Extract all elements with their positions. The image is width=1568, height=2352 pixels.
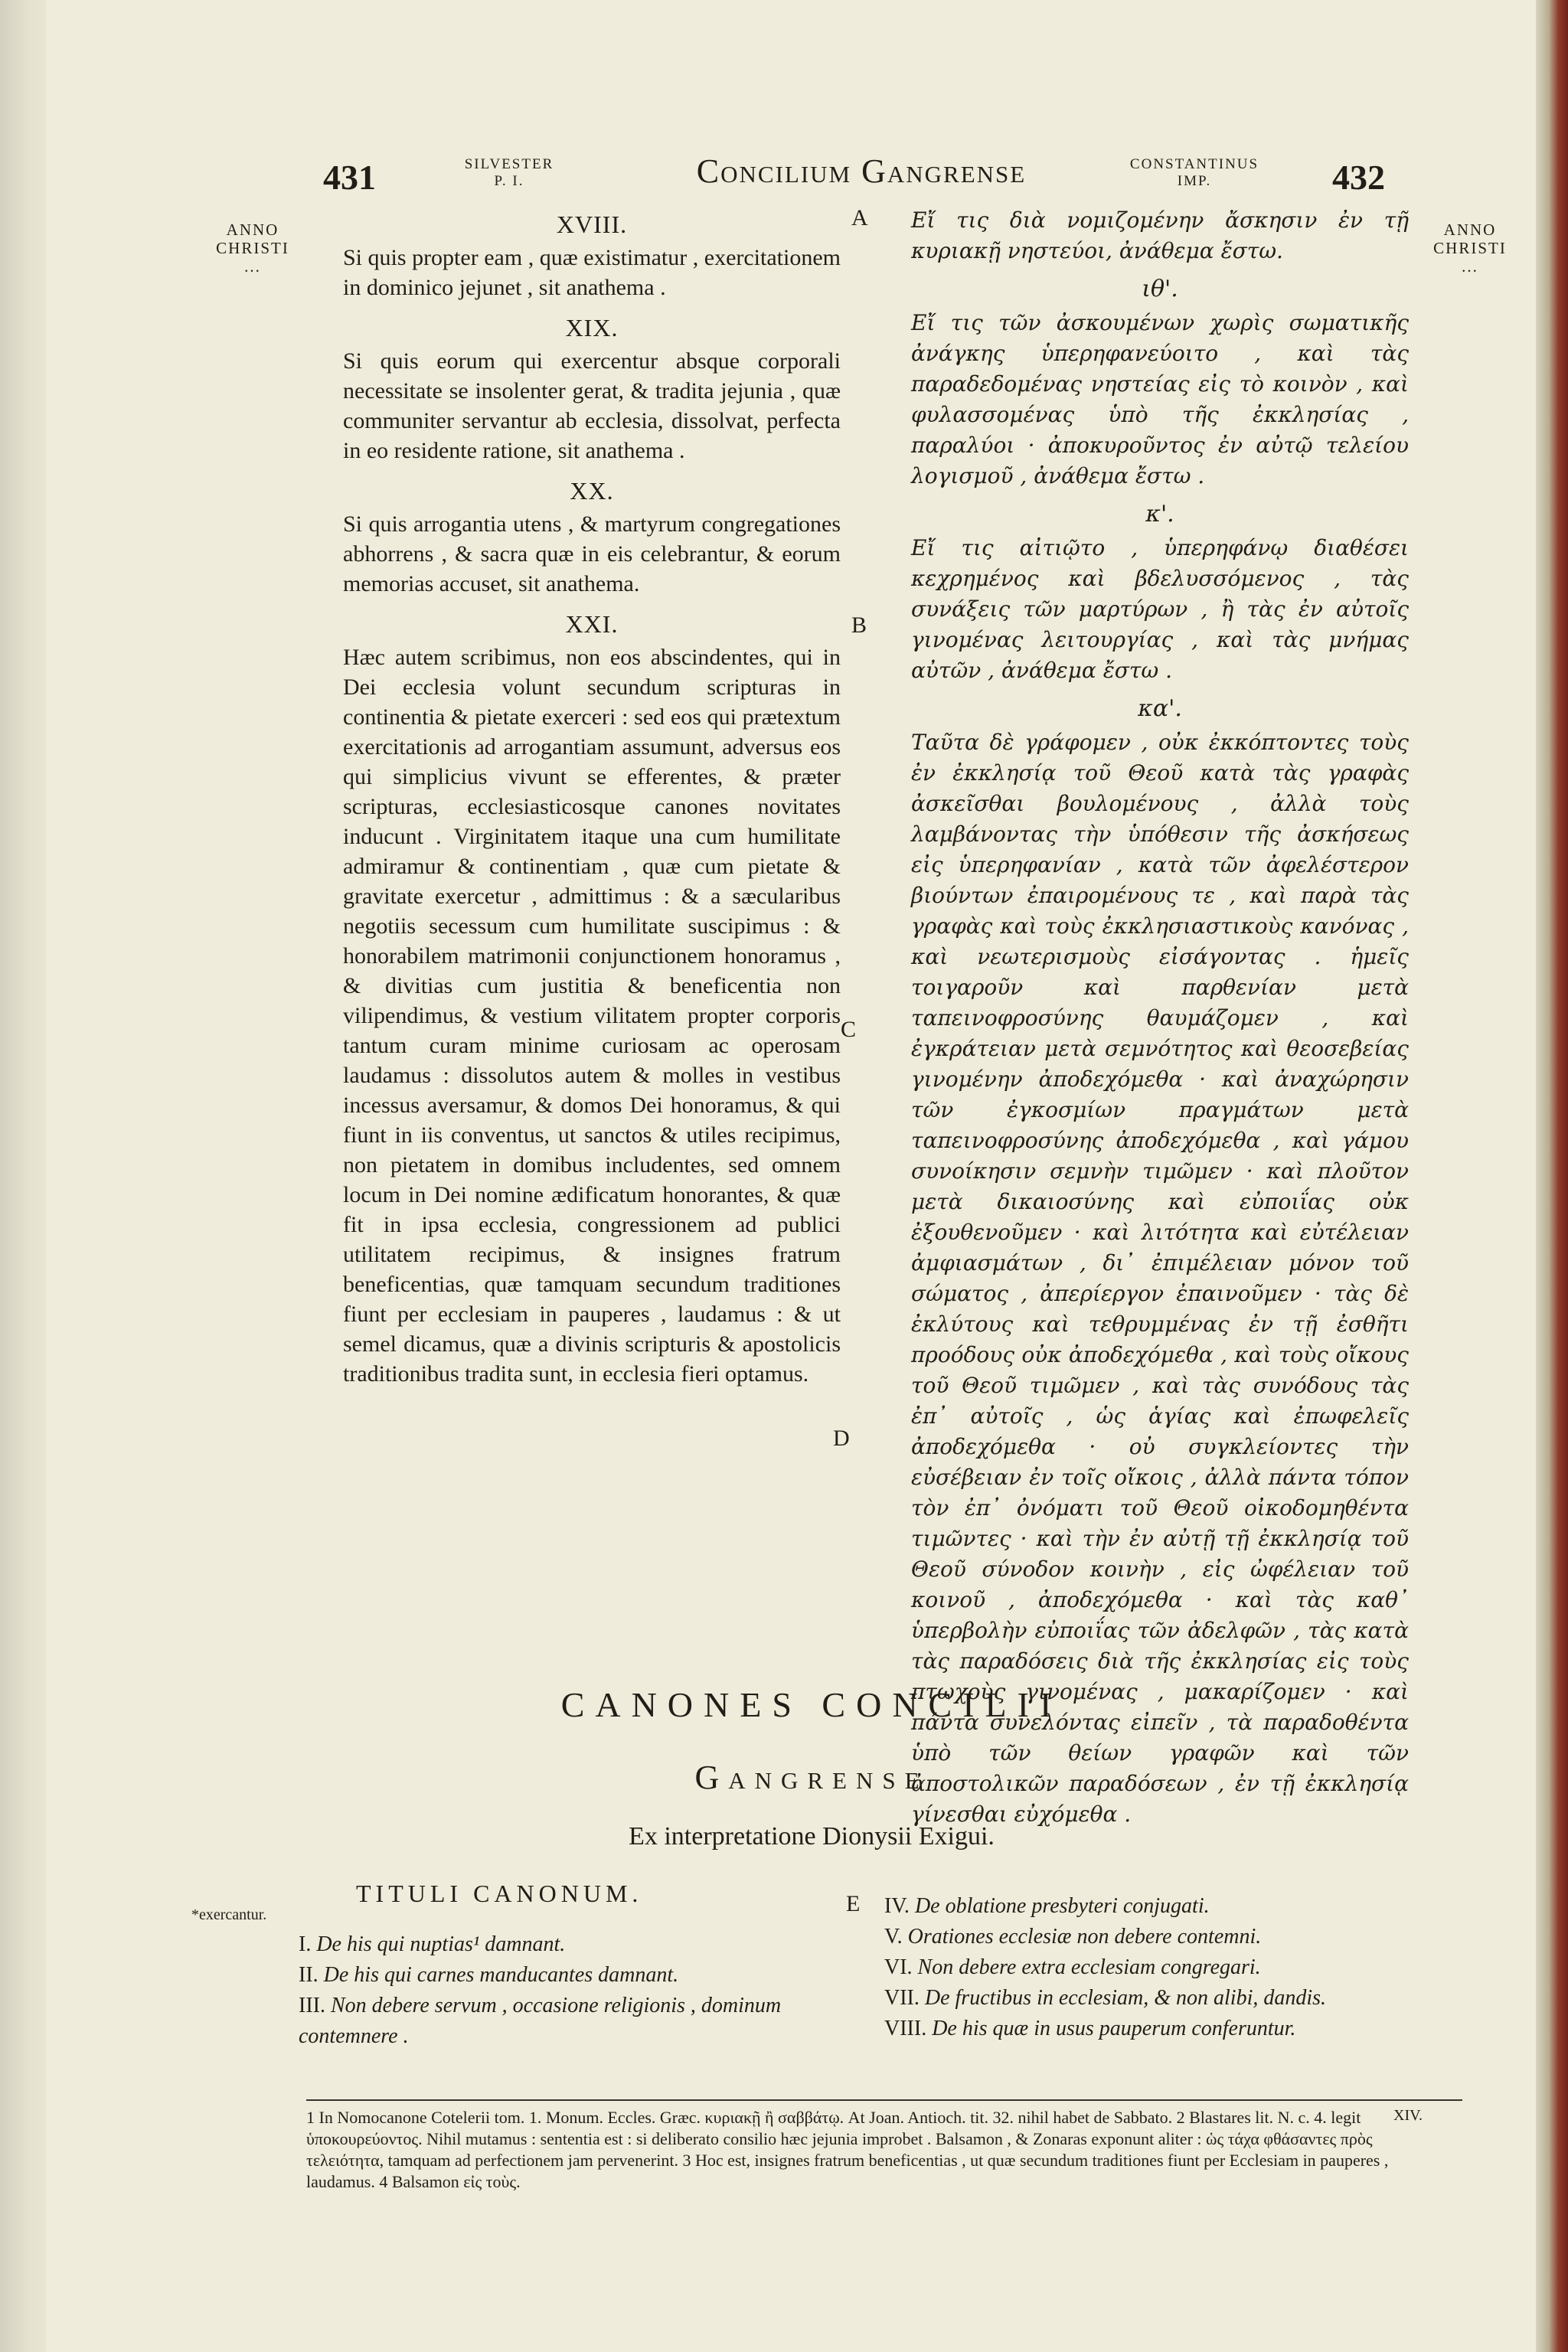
latin-canon-20-heading: XX. <box>570 477 614 505</box>
canon-title-text: Orationes ecclesiæ non debere contemni. <box>907 1925 1262 1949</box>
book-edge <box>1536 0 1568 2352</box>
greek-canon-20-text: Εἴ τις αἰτιῷτο , ὑπερηφάνῳ διαθέσει κεχρημένος καὶ βδελυσσόμενος , τὰς συνάξεις τῶν μαρτύρων , ἢ τὰς ἐν αὐτοῖς γινομένας λειτουργίας , καὶ τὰς μνήμας αὐτῶν , ἀνάθεμα ἔστω . <box>911 535 1409 683</box>
section-letter-c: C <box>841 1017 857 1042</box>
canon-title-number: VI. <box>884 1955 913 1979</box>
margin-anno-left <box>207 220 299 276</box>
catchword: XIV. <box>1393 2107 1423 2124</box>
margin-dots-left: ... <box>244 257 261 276</box>
margin-note-exercantur: *exercantur. <box>191 1906 267 1923</box>
canones-interpretation: Ex interpretatione Dionysii Exigui. <box>629 1822 995 1851</box>
latin-canon-18-text: Si quis propter eam , quæ existimatur , exercitationem in dominico jejunet , sit anathema . <box>343 245 841 300</box>
canones-title: CANONES CONCILII <box>560 1685 1063 1724</box>
canon-titles-right <box>884 1891 1436 2044</box>
margin-anno-right-word: ANNO <box>1443 220 1497 239</box>
canon-title-text: De his quæ in usus pauperum conferuntur. <box>932 2017 1296 2040</box>
latin-canon-21-text: Hæc autem scribimus, non eos abscindentes, qui in Dei ecclesia volunt secundum scripturas in continentia & pietate exerceri : sed eos qui prætextum exercitationis ad arrogantiam assumunt, adversus eos qui simplicius vivunt se efferentes, & præter scripturas, ecclesiasticosque canones novitates inducunt . Virginitatem itaque una cum humilitate admiramur & continentiam , quæ cum pietate & gravitate exercetur , admittimus : & a sæcularibus negotiis secessum cum humilitate suscipimus : & honorabilem matrimonii conjunctionem honoramus , & divitias cum justitia & beneficentia non vilipendimus, & vestium vilitatem propter corporis tantum curam minime curiosam ac operosam laudamus : dissolutos autem & molles in vestibus incessus aversamur, & domos Dei honoramus, & qui fiunt in iis conventus, ut sanctos & utiles recipimus, non pietatem in domibus includentes, sed omnem locum in Dei nomine ædificatum honorantes, & quæ fit in ipsa ecclesia, congressionem ad publici utilitatem recipimus, & insignes fratrum beneficentias, quæ tamquam secundum traditiones fiunt per ecclesiam in pauperes , laudamus : & ut semel dicamus, quæ a divinis scripturis & apostolicis traditionibus tradita sunt, in ecclesia fieri optamus. <box>343 645 841 1387</box>
canon-title-item <box>299 1929 850 1960</box>
running-head-left-line1: SILVESTER <box>464 156 554 172</box>
section-letter-e: E <box>846 1891 861 1916</box>
greek-canon-19-text: Εἴ τις τῶν ἀσκουμένων χωρὶς σωματικῆς ἀνάγκης ὑπερηφανεύοιτο , καὶ τὰς παραδεδομένας νηστείας εἰς τὸ κοινὸν , καὶ φυλασσομένας ὑπὸ τῆς ἐκκλησίας , παραλύοι · ἀποκυροῦντος ἐν αὐτῷ τελείου λογισμοῦ , ἀνάθεμα ἔστω . <box>911 310 1409 488</box>
canon-title-number: VIII. <box>884 2017 927 2040</box>
canon-title-text: De his qui nuptias¹ damnant. <box>316 1932 566 1956</box>
book-page <box>46 0 1536 2352</box>
section-letter-a: A <box>851 205 868 230</box>
footnotes <box>306 2107 1393 2193</box>
canon-title-text: De his qui carnes manducantes damnant. <box>323 1963 679 1987</box>
footnote-text: 1 In Nomocanone Cotelerii tom. 1. Monum. Eccles. Græc. κυριακῇ ἢ σαββάτῳ. At Joan. Antioch. tit. 32. nihil habet de Sabbato. 2 Blastares lit. N. c. 4. legit ὑποκουρεύοντος. Nihil mutamus : sententia est : si deliberato consilio hæc jejunia improbet . Balsamon , & Zonaras exponunt aliter : ὡς τάχα φθάσαντες πρὸς τελειότητα, tamquam ad perfectionem jam pervenerint. 3 Hoc est, insignes fratrum beneficentias , ut quæ secundum traditiones fiunt per Ecclesiam in pauperes , laudamus. 4 Balsamon εἰς τοὺς. <box>306 2108 1389 2191</box>
running-head-left <box>429 156 590 190</box>
section-letter-d: D <box>833 1426 850 1451</box>
latin-canon-21-heading: XXI. <box>565 610 619 638</box>
latin-canon-20-text: Si quis arrogantia utens , & martyrum congregationes abhorrens , & sacra quæ in eis celebrantur, & eorum memorias accuset, sit anathema. <box>343 511 841 596</box>
canon-title-number: V. <box>884 1925 903 1949</box>
canon-title-text: De oblatione presbyteri conjugati. <box>914 1894 1210 1918</box>
canon-title-item <box>299 1991 850 2052</box>
canon-titles-left <box>299 1929 850 2052</box>
running-head-right <box>1080 156 1309 190</box>
margin-anno-right <box>1424 220 1516 276</box>
book-binding-shadow <box>0 0 46 2352</box>
margin-anno-left-word: ANNO <box>226 220 279 239</box>
section-letter-b: B <box>851 612 867 638</box>
page-number-left: 431 <box>323 158 376 197</box>
greek-canon-19-heading: ιθ'. <box>1142 276 1178 302</box>
tituli-canonum-heading: TITULI CANONUM. <box>356 1880 643 1907</box>
running-head-left-line2: P. I. <box>494 173 524 189</box>
page-title: Concilium Gangrense <box>696 152 1027 190</box>
latin-column <box>343 205 841 1400</box>
running-head-right-line2: IMP. <box>1177 173 1212 189</box>
latin-canon-19-heading: XIX. <box>565 314 619 341</box>
margin-dots-right: ... <box>1462 257 1478 276</box>
greek-canon-21-heading: κα'. <box>1138 695 1182 722</box>
greek-canon-18-text: Εἴ τις διὰ νομιζομένην ἄσκησιν ἐν τῇ κυριακῇ νηστεύοι, ἀνάθεμα ἔστω. <box>911 207 1409 263</box>
canon-title-item <box>884 1922 1436 1952</box>
margin-christi-right: CHRISTI <box>1433 239 1507 257</box>
canon-title-item <box>884 1983 1436 2014</box>
canon-title-item <box>884 1952 1436 1983</box>
canon-title-text: Non debere servum , occasione religionis , dominum contemnere . <box>299 1994 782 2048</box>
margin-christi-left: CHRISTI <box>216 239 289 257</box>
canon-title-item <box>884 1891 1436 1922</box>
canon-title-number: VII. <box>884 1986 920 2010</box>
greek-canon-21-text: Ταῦτα δὲ γράφομεν , οὐκ ἐκκόπτοντες τοὺς ἐν ἐκκλησίᾳ τοῦ Θεοῦ κατὰ τὰς γραφὰς ἀσκεῖσθαι βουλομένους , ἀλλὰ τοὺς λαμβάνοντας τὴν ὑπόθεσιν τῆς ἀσκήσεως εἰς ὑπερηφανίαν , κατὰ τῶν ἀφελέστερον βιούντων ἐπαιρομένους τε , καὶ παρὰ τὰς γραφὰς καὶ τοὺς ἐκκλησιαστικοὺς κανόνας , καὶ νεωτερισμοὺς εἰσάγοντας . ἡμεῖς τοιγαροῦν καὶ παρθενίαν μετὰ ταπεινοφροσύνης θαυμάζομεν , καὶ ἐγκράτειαν μετὰ σεμνότητος καὶ θεοσεβείας γινομένην ἀποδεχόμεθα · καὶ ἀναχώρησιν τῶν ἐγκοσμίων πραγμάτων μετὰ ταπεινοφροσύνης ἀποδεχόμεθα , καὶ γάμου συνοίκησιν σεμνὴν τιμῶμεν · καὶ πλοῦτον μετὰ δικαιοσύνης καὶ εὐποιΐας οὐκ ἐξουθενοῦμεν · καὶ λιτότητα καὶ εὐτέλειαν ἀμφιασμάτων , δι᾽ ἐπιμέλειαν μόνον τοῦ σώματος , ἀπερίεργον ἐπαινοῦμεν · τὰς δὲ ἐκλύτους καὶ τεθρυμμένας ἐν τῇ ἐσθῆτι προόδους οὐκ ἀποδεχόμεθα , καὶ τοὺς οἴκους τοῦ Θεοῦ τιμῶμεν , καὶ τὰς συνόδους τὰς ἐπ᾽ αὐτοῖς , ὡς ἁγίας καὶ ἐπωφελεῖς ἀποδεχόμεθα · οὐ συγκλείοντες τὴν εὐσέβειαν ἐν τοῖς οἴκοις , ἀλλὰ πάντα τόπον τὸν ἐπ᾽ ὀνόματι τοῦ Θεοῦ οἰκοδομηθέντα τιμῶντες · καὶ τὴν ἐν αὐτῇ τῇ ἐκκλησίᾳ τοῦ Θεοῦ σύνοδον κοινὴν , εἰς ὠφέλειαν τοῦ κοινοῦ , ἀποδεχόμεθα · καὶ τὰς καθ᾽ ὑπερβολὴν εὐποιΐας τῶν ἀδελφῶν , τὰς κατὰ τὰς παραδόσεις διὰ τῆς ἐκκλησίας εἰς τοὺς πτωχοὺς γινομένας , μακαρίζομεν · καὶ πάντα συνελόντας εἰπεῖν , τὰ παραδοθέντα ὑπὸ τῶν θείων γραφῶν καὶ τῶν ἀποστολικῶν παραδόσεων , ἐν τῇ ἐκκλησίᾳ γίνεσθαι εὐχόμεθα . <box>911 730 1409 1827</box>
footnote-rule <box>306 2099 1462 2101</box>
canon-title-text: Non debere extra ecclesiam congregari. <box>917 1955 1261 1979</box>
latin-canon-19-text: Si quis eorum qui exercentur absque corporali necessitate se insolenter gerat, & tradita jejunia , quæ communiter servantur ab ecclesia, dissolvat, perfecta in eo residente ratione, sit anathema . <box>343 348 841 463</box>
greek-column <box>911 205 1409 1838</box>
canones-subtitle: Gangrense <box>694 1759 929 1796</box>
canon-title-number: I. <box>299 1932 312 1956</box>
canon-title-number: II. <box>299 1963 318 1987</box>
canon-title-text: De fructibus in ecclesiam, & non alibi, dandis. <box>924 1986 1327 2010</box>
latin-canon-18-heading: XVIII. <box>556 211 628 238</box>
canon-title-item <box>299 1960 850 1991</box>
running-head-right-line1: CONSTANTINUS <box>1129 156 1259 172</box>
canon-title-number: III. <box>299 1994 325 2017</box>
canon-title-item <box>884 2014 1436 2044</box>
canon-title-number: IV. <box>884 1894 910 1918</box>
greek-canon-20-heading: κ'. <box>1145 501 1174 528</box>
page-number-right: 432 <box>1332 158 1385 197</box>
